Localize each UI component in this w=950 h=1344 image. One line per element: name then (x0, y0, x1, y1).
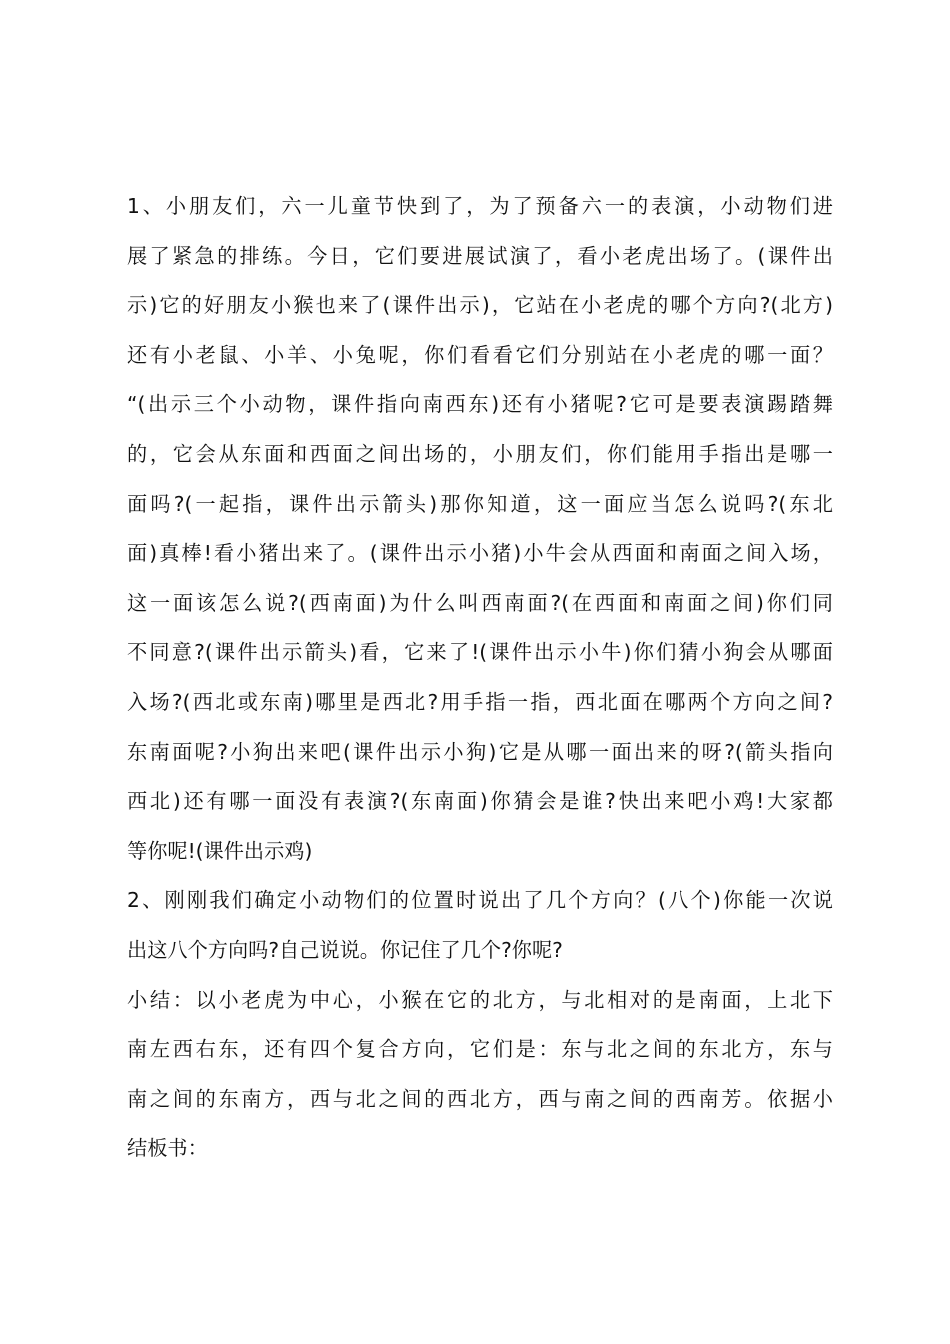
summary-paragraph (127, 976, 833, 1174)
text-line: 的，它会从东面和西面之间出场的，小朋友们，你们能用手指出是哪一 (127, 441, 833, 466)
text-line: 这一面该怎么说?(西南面)为什么叫西南面?(在西面和南面之间)你们同 (127, 590, 833, 615)
text-line: 还有小老鼠、小羊、小兔呢，你们看看它们分别站在小老虎的哪一面？ (127, 342, 833, 367)
text-line: 不同意?(课件出示箭头)看，它来了!(课件出示小牛)你们猜小狗会从哪面 (127, 640, 833, 665)
text-line: 等你呢!(课件出示鸡) (127, 838, 313, 863)
text-line: 1、小朋友们，六一儿童节快到了，为了预备六一的表演，小动物们进 (127, 194, 833, 218)
text-line: 出这八个方向吗?自己说说。你记住了几个?你呢? (127, 937, 563, 962)
text-line: 小结：以小老虎为中心，小猴在它的北方，与北相对的是南面，上北下 (127, 987, 833, 1012)
text-line: 东南面呢?小狗出来吧(课件出示小狗)它是从哪一面出来的呀?(箭头指向 (127, 739, 833, 764)
text-line: 2、刚刚我们确定小动物们的位置时说出了几个方向？(八个)你能一次说 (127, 888, 833, 913)
text-line: 西北)还有哪一面没有表演?(东南面)你猜会是谁?快出来吧小鸡!大家都 (127, 789, 833, 814)
document-page (127, 182, 833, 1174)
text-line: 入场?(西北或东南)哪里是西北?用手指一指，西北面在哪两个方向之间? (127, 689, 833, 714)
text-line: 展了紧急的排练。今日，它们要进展试演了，看小老虎出场了。(课件出 (127, 243, 833, 268)
text-line: 面)真棒!看小猪出来了。(课件出示小猪)小牛会从西面和南面之间入场， (127, 541, 833, 566)
text-line: “(出示三个小动物，课件指向南西东)还有小猪呢?它可是要表演踢踏舞 (127, 392, 833, 417)
text-line: 示)它的好朋友小猴也来了(课件出示)，它站在小老虎的哪个方向?(北方) (127, 293, 833, 318)
text-line: 面吗?(一起指，课件出示箭头)那你知道，这一面应当怎么说吗?(东北 (127, 491, 833, 516)
text-line: 南之间的东南方，西与北之间的西北方，西与南之间的西南芳。依据小 (127, 1086, 833, 1111)
paragraph-1 (127, 182, 833, 876)
text-line: 南左西右东，还有四个复合方向，它们是：东与北之间的东北方，东与 (127, 1037, 833, 1062)
text-line: 结板书： (127, 1136, 208, 1161)
paragraph-2 (127, 876, 833, 975)
